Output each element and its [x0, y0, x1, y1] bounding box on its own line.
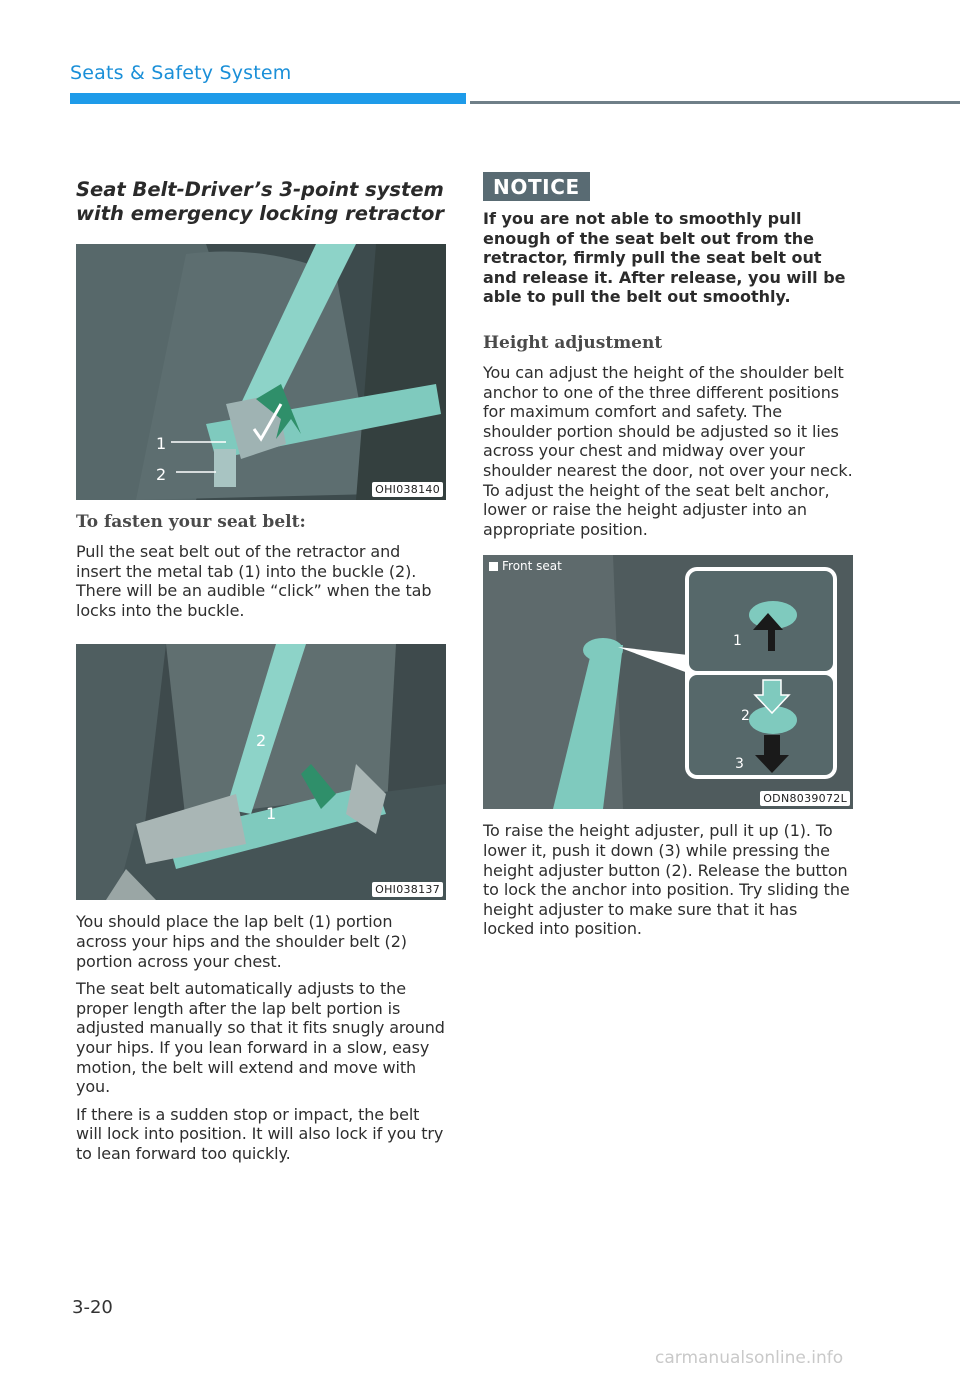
heading-line-1: Seat Belt-Driver’s 3-point system — [76, 178, 444, 201]
section-title: Seats & Safety System — [70, 62, 292, 84]
right-column — [483, 172, 853, 947]
fig1-label-2: 2 — [156, 465, 167, 484]
heading-line-2: with emergency locking retractor — [76, 202, 444, 225]
page-number: 3-20 — [72, 1297, 113, 1318]
fig1-label-1: 1 — [156, 434, 167, 453]
header-rule-grey — [470, 101, 960, 104]
square-bullet-icon — [489, 562, 498, 571]
figure1-code: OHI038140 — [372, 482, 443, 497]
fig2-label-1: 1 — [266, 804, 277, 824]
header-rule-blue — [70, 93, 466, 104]
fasten-paragraph: Pull the seat belt out of the retractor and insert the metal tab (1) into the buckle (2). There will be an audible “click” when the tab locks into the buckle. — [76, 542, 432, 620]
lap-belt-paragraph: You should place the lap belt (1) portion across your hips and the shoulder belt (2) portion across your chest. — [76, 912, 407, 971]
lap-belt-illustration — [76, 644, 446, 900]
notice-text: If you are not able to smoothly pull enough of the seat belt out from the retractor, firmly pull the seat belt out and release it. After release, you will be able to pull the belt out smoothly. — [483, 209, 846, 307]
sudden-stop-paragraph: If there is a sudden stop or impact, the belt will lock into position. It will also lock if you try to lean forward too quickly. — [76, 1104, 444, 1163]
figure3-caption — [489, 559, 562, 573]
fig2-label-2: 2 — [256, 731, 267, 751]
figure3-caption-text: Front seat — [502, 559, 562, 574]
raise-lower-paragraph: To raise the height adjuster, pull it up (1). To lower it, push it down (3) while pressing the height adjuster button (2). Release the button to lock the anchor into position. Try sliding the height adjuster to make sure that it has locked into position. — [483, 821, 850, 939]
figure3-code: ODN8039072L — [760, 791, 850, 806]
height-adjustment-heading: Height adjustment — [483, 332, 663, 353]
notice-badge: NOTICE — [483, 172, 590, 201]
figure2-code: OHI038137 — [372, 882, 443, 897]
auto-adjust-paragraph: The seat belt automatically adjusts to the proper length after the lap belt portion is adjusted manually so that it fits snugly around your hips. If you lean forward in a slow, easy motion, the belt will extend and move with you. — [76, 979, 445, 1097]
watermark: carmanualsonline.info — [655, 1348, 844, 1368]
fig3-label-1: 1 — [733, 633, 742, 650]
fig3-label-2: 2 — [741, 708, 750, 725]
figure-lap-belt — [76, 644, 446, 900]
fasten-subheading: To fasten your seat belt: — [76, 512, 306, 532]
seat-belt-heading — [76, 178, 446, 226]
figure-fasten-belt — [76, 244, 446, 500]
figure-height-adjuster — [483, 555, 853, 809]
fig3-label-3: 3 — [735, 756, 744, 773]
left-column — [76, 178, 446, 1172]
height-adjuster-illustration — [483, 555, 853, 809]
fasten-belt-illustration — [76, 244, 446, 500]
height-adjustment-paragraph: You can adjust the height of the shoulder belt anchor to one of the three different positions for maximum comfort and safety. The shoulder portion should be adjusted so it lies across your chest and midway over your shoulder nearest the door, not over your neck. To adjust the height of the seat belt anchor, lower or raise the height adjuster into an appropriate position. — [483, 362, 853, 539]
